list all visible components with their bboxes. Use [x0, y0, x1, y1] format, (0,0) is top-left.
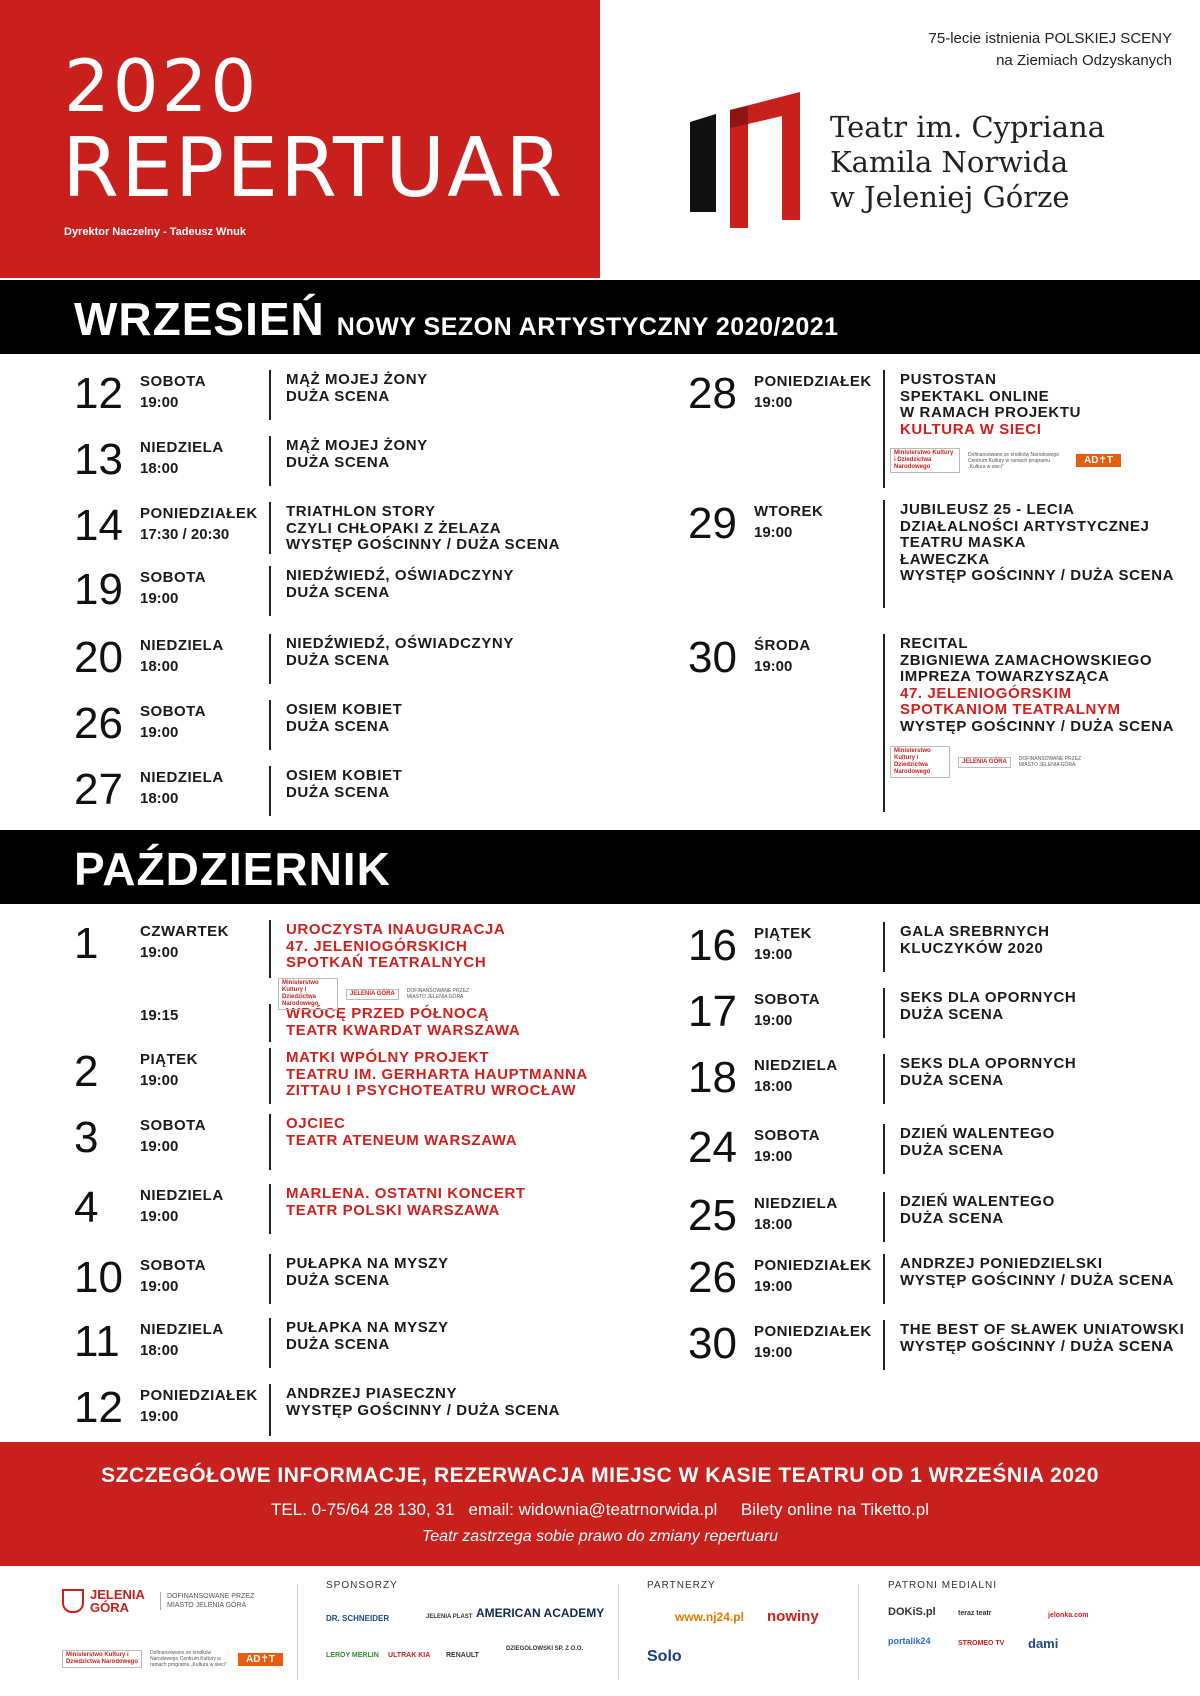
entry-time: 18:00: [140, 460, 179, 477]
funded-by-city: [160, 1592, 254, 1610]
entry-divider: [269, 436, 271, 486]
sponsor-logo: nowiny: [767, 1608, 819, 1625]
entry-weekday: SOBOTA: [140, 373, 207, 390]
schedule-entry: [74, 1184, 554, 1234]
entry-title-line: DUŻA SCENA: [286, 717, 390, 735]
schedule-entry: [74, 436, 554, 486]
entry-weekday: WTOREK: [754, 503, 824, 520]
schedule-entry: [74, 566, 554, 616]
entry-title: [900, 1056, 1076, 1089]
entry-time: 19:00: [140, 1138, 179, 1155]
entry-divider: [269, 502, 271, 554]
september-subtitle: NOWY SEZON ARTYSTYCZNY 2020/2021: [336, 313, 839, 341]
entry-title: [900, 1194, 1055, 1227]
entry-title: [286, 1386, 560, 1419]
entry-title: [900, 1256, 1174, 1289]
entry-title-line: ANDRZEJ PONIEDZIELSKI: [900, 1255, 1103, 1272]
sponsors-heading: SPONSORZY: [326, 1580, 398, 1591]
theatre-name-line-2: Kamila Norwida: [830, 145, 1069, 179]
entry-title-line: MĄŻ MOJEJ ŻONY: [286, 437, 428, 454]
sponsor-divider-1: [297, 1584, 298, 1680]
sponsor-mini-logos: [890, 448, 1121, 473]
sponsors-column: [326, 1580, 616, 1680]
sponsor-logo: RENAULT: [446, 1652, 479, 1659]
schedule-entry: [688, 1192, 1168, 1242]
entry-time: 19:00: [140, 1072, 179, 1089]
entry-weekday: SOBOTA: [754, 1127, 821, 1144]
entry-day: 2: [74, 1047, 99, 1096]
entry-title-line: ANDRZEJ PIASECZNY: [286, 1385, 458, 1402]
entry-title-line: TEATRU MASKA: [900, 534, 1027, 551]
entry-title: [286, 438, 428, 471]
entry-divider: [883, 500, 885, 608]
ministry-logos-row: [62, 1650, 283, 1668]
schedule-entry: [74, 370, 554, 420]
anniversary-line-1: 75-lecie istnienia POLSKIEJ SCENY: [928, 30, 1172, 47]
entry-weekday: PONIEDZIAŁEK: [754, 1257, 872, 1274]
entry-weekday: NIEDZIELA: [140, 439, 224, 456]
entry-weekday: PONIEDZIAŁEK: [754, 373, 872, 390]
entry-title-line: TEATR POLSKI WARSZAWA: [286, 1201, 500, 1219]
schedule-entry: [688, 633, 1175, 812]
entry-title: [286, 568, 514, 601]
schedule-entry: [688, 1253, 1175, 1304]
entry-weekday: SOBOTA: [140, 1257, 207, 1274]
entry-day: 19: [74, 565, 123, 614]
entry-divider: [269, 1048, 271, 1104]
jelenia-gora-logo-text: JELENIA GÓRA: [90, 1587, 145, 1615]
entry-divider: [269, 1004, 271, 1042]
jelenia-gora-logo: [62, 1588, 254, 1614]
entry-weekday: PONIEDZIAŁEK: [140, 1387, 258, 1404]
entry-day: 4: [74, 1183, 99, 1232]
entry-weekday: ŚRODA: [754, 637, 811, 654]
entry-time: 17:30 / 20:30: [140, 526, 230, 543]
entry-title: [900, 924, 1050, 957]
schedule-entry: [74, 1114, 554, 1170]
entry-title-line: TEATR KWARDAT WARSZAWA: [286, 1021, 521, 1039]
entry-divider: [269, 1318, 271, 1368]
jelenia-mini-logo: JELENIA GÓRA: [958, 757, 1011, 768]
september-band: [0, 280, 1200, 354]
entry-title: [900, 502, 1174, 585]
anniversary-line-2: na Ziemiach Odzyskanych: [996, 52, 1172, 69]
entry-title-line: UROCZYSTA INAUGURACJA: [286, 921, 506, 938]
schedule-entry: [688, 499, 1175, 608]
entry-divider: [883, 370, 885, 488]
schedule-entry: [74, 634, 554, 684]
entry-title: [286, 1006, 520, 1039]
footer-info: [0, 1442, 1200, 1566]
entry-time: 19:00: [140, 1208, 179, 1225]
entry-day: 13: [74, 435, 123, 484]
entry-title-line: CZYLI CHŁOPAKI Z ŻELAZA: [286, 519, 502, 537]
entry-weekday: PONIEDZIAŁEK: [754, 1323, 872, 1340]
entry-time: 19:00: [140, 944, 179, 961]
entry-title-line: WYSTĘP GOŚCINNY / DUŻA SCENA: [900, 567, 1175, 584]
entry-divider: [269, 1184, 271, 1234]
entry-title-line: ZBIGNIEWA ZAMACHOWSKIEGO: [900, 651, 1153, 669]
theatre-name-line-1: Teatr im. Cypriana: [830, 110, 1106, 144]
entry-time: 19:00: [140, 1278, 179, 1295]
entry-title-line: TRIATHLON STORY: [286, 503, 436, 520]
sponsors-section: [0, 1566, 1200, 1696]
ministry-mini-logo-2: Ministerstwo Kultury i Dziedzictwa Narodowego: [890, 746, 950, 778]
theatre-name-line-3: w Jeleniej Górze: [830, 180, 1070, 214]
entry-title-line: DZIEŃ WALENTEGO: [900, 1193, 1055, 1210]
schedule-entry: [74, 1047, 588, 1104]
entry-title-line: DUŻA SCENA: [286, 453, 390, 471]
entry-title-line: WYSTĘP GOŚCINNY / DUŻA SCENA: [900, 1337, 1175, 1355]
schedule-entry: [74, 1254, 554, 1304]
entry-title-line: MĄŻ MOJEJ ŻONY: [286, 371, 428, 388]
sponsor-mini-logos-3: [278, 978, 477, 1010]
entry-title-line: TEATR ATENEUM WARSZAWA: [286, 1131, 518, 1149]
entry-day: 30: [688, 1319, 737, 1368]
entry-divider: [883, 922, 885, 972]
entry-title-line: DUŻA SCENA: [286, 1335, 390, 1353]
entry-time: 19:00: [754, 946, 793, 963]
entry-title-line: W RAMACH PROJEKTU: [900, 404, 1082, 421]
entry-title-line: 47. JELENIOGÓRSKICH: [286, 937, 468, 955]
media-heading: PATRONI MEDIALNI: [888, 1580, 997, 1591]
entry-title-line: IMPREZA TOWARZYSZĄCA: [900, 668, 1110, 685]
entry-title-line: DUŻA SCENA: [286, 651, 390, 669]
entry-weekday: SOBOTA: [140, 1117, 207, 1134]
entry-time: 18:00: [754, 1216, 793, 1233]
entry-title: [286, 1320, 449, 1353]
entry-title: [900, 372, 1081, 438]
sponsor-logo: portalik24: [888, 1636, 931, 1646]
funded-city-mini-logo-2: DOFINANSOWANE PRZEZ MIASTO JELENIA GÓRA: [406, 988, 470, 1000]
entry-title-line: PUŁAPKA NA MYSZY: [286, 1319, 449, 1336]
schedule-entry: [74, 700, 554, 750]
entry-title: [900, 1126, 1055, 1159]
entry-title: [286, 922, 505, 972]
schedule-entry: [688, 1054, 1168, 1104]
partners-heading: PARTNERZY: [647, 1580, 716, 1591]
nck-logo: Dofinansowano ze środków Narodowego Centrum Kultury w ramach programu „Kultura w sieci”: [150, 1650, 227, 1668]
entry-divider: [269, 566, 271, 616]
entry-title-line: MARLENA. OSTATNI KONCERT: [286, 1185, 526, 1202]
entry-divider: [883, 1192, 885, 1242]
entry-day: 27: [74, 765, 123, 814]
entry-title: [286, 1116, 517, 1149]
entry-time: 19:00: [140, 724, 179, 741]
entry-time: 19:00: [140, 590, 179, 607]
entry-time: 18:00: [140, 658, 179, 675]
entry-title-line: NIEDŹWIEDŹ, OŚWIADCZYNY: [286, 567, 514, 584]
ministry-mini-logo: Ministerstwo Kultury i Dziedzictwa Narodowego: [890, 448, 960, 473]
entry-day: 12: [74, 369, 123, 418]
anniversary-text: [929, 28, 1172, 72]
entry-title-line: OSIEM KOBIET: [286, 767, 403, 784]
entry-title-line: WYSTĘP GOŚCINNY / DUŻA SCENA: [286, 1401, 561, 1419]
entry-title-line: PUŁAPKA NA MYSZY: [286, 1255, 449, 1272]
entry-title-line: DUŻA SCENA: [286, 387, 390, 405]
sponsor-logo: AMERICAN ACADEMY: [476, 1606, 605, 1620]
entry-title-line: ZITTAU I PSYCHOTEATRU WROCŁAW: [286, 1082, 577, 1099]
entry-weekday: NIEDZIELA: [754, 1195, 838, 1212]
entry-divider: [883, 1124, 885, 1174]
entry-title: [286, 1186, 526, 1219]
sponsor-mini-logos-2: [890, 746, 1089, 778]
entry-title-line: DUŻA SCENA: [900, 1071, 1004, 1089]
sponsor-logo: DR. SCHNEIDER: [326, 1614, 390, 1623]
entry-time: 19:00: [754, 658, 793, 675]
sponsor-logo: www.nj24.pl: [675, 1610, 744, 1624]
entry-weekday: NIEDZIELA: [140, 1321, 224, 1338]
entry-day: 26: [74, 699, 123, 748]
header-year: 2020: [64, 44, 260, 128]
entry-title-line: DUŻA SCENA: [286, 783, 390, 801]
entry-title-line: OSIEM KOBIET: [286, 701, 403, 718]
entry-title-line: OJCIEC: [286, 1115, 346, 1132]
entry-time: 18:00: [140, 790, 179, 807]
entry-title-line: SEKS DLA OPORNYCH: [900, 1055, 1077, 1072]
entry-time: 19:00: [140, 394, 179, 411]
entry-divider: [883, 1054, 885, 1104]
entry-time: 19:00: [754, 394, 793, 411]
entry-title-line: DUŻA SCENA: [286, 583, 390, 601]
ministry-logo: Ministerstwo Kultury i Dziedzictwa Narodowego: [62, 1650, 142, 1668]
september-title: [74, 294, 839, 352]
entry-divider: [269, 700, 271, 750]
theatre-name: [830, 110, 1105, 215]
entry-title-line: WRÓCĘ PRZED PÓŁNOCĄ: [286, 1005, 490, 1022]
entry-title: [286, 768, 402, 801]
schedule-entry: [74, 1383, 561, 1436]
schedule-entry: [688, 988, 1168, 1038]
header-director: Dyrektor Naczelny - Tadeusz Wnuk: [64, 226, 246, 238]
entry-title-line: ŁAWECZKA: [900, 550, 990, 568]
entry-day: 24: [688, 1123, 737, 1172]
entry-title-line: DZIAŁALNOŚCI ARTYSTYCZNEJ: [900, 517, 1150, 535]
sponsor-logo: dami: [1028, 1636, 1059, 1651]
entry-weekday: CZWARTEK: [140, 923, 229, 940]
entry-title-line: DUŻA SCENA: [900, 1209, 1004, 1227]
entry-title: [900, 1322, 1184, 1355]
entry-title: [286, 636, 514, 669]
entry-title-line: JUBILEUSZ 25 - LECIA: [900, 501, 1075, 518]
sponsor-logo: jelonka.com: [1048, 1612, 1089, 1619]
entry-divider: [883, 634, 885, 812]
entry-divider: [269, 370, 271, 420]
entry-day: 30: [688, 633, 737, 682]
header-title: REPERTUAR: [62, 121, 565, 216]
schedule-entry: [74, 501, 561, 554]
schedule-entry: [688, 1124, 1168, 1174]
entry-divider: [883, 1320, 885, 1370]
sponsor-logo: ULTRAK KIA: [388, 1652, 431, 1659]
funded-header: DOFINANSOWANE PRZEZ: [167, 1593, 255, 1600]
city-crest-icon: [62, 1589, 84, 1613]
entry-day: 14: [74, 501, 123, 550]
entry-time: 19:00: [754, 1148, 793, 1165]
entry-time: 19:00: [140, 1408, 179, 1425]
entry-weekday: PIĄTEK: [754, 925, 813, 942]
funding-column: [62, 1580, 292, 1680]
september-month: WRZESIEŃ: [74, 293, 325, 345]
schedule-entry: [688, 922, 1168, 972]
entry-weekday: SOBOTA: [140, 703, 207, 720]
entry-day: 28: [688, 369, 737, 418]
october-band: [0, 830, 1200, 904]
entry-title: [286, 702, 402, 735]
ministry-mini-logo-3: Ministerstwo Kultury i Dziedzictwa Narodowego: [278, 978, 338, 1010]
entry-day: 20: [74, 633, 123, 682]
entry-weekday: SOBOTA: [754, 991, 821, 1008]
schedule-entry: [74, 1318, 554, 1368]
entry-day: 3: [74, 1113, 99, 1162]
sponsor-logo: teraz teatr: [958, 1610, 992, 1617]
entry-title: [900, 990, 1076, 1023]
entry-time: 18:00: [140, 1342, 179, 1359]
adit-logo: AD✝T: [238, 1653, 283, 1666]
entry-day: 16: [688, 921, 737, 970]
entry-title-line: GALA SREBRNYCH: [900, 923, 1050, 940]
entry-day: 12: [74, 1383, 123, 1432]
entry-title-line: PUSTOSTAN: [900, 371, 997, 388]
entry-time: 19:00: [754, 524, 793, 541]
entry-day: 18: [688, 1053, 737, 1102]
sponsor-logo: LEROY MERLIN: [326, 1652, 379, 1659]
entry-divider: [269, 920, 271, 978]
entry-title-line: MATKI WPÓLNY PROJEKT: [286, 1049, 490, 1066]
entry-weekday: NIEDZIELA: [754, 1057, 838, 1074]
entry-day: 10: [74, 1253, 123, 1302]
sponsor-divider-3: [858, 1584, 859, 1680]
entry-title-line: WYSTĘP GOŚCINNY / DUŻA SCENA: [900, 1271, 1175, 1289]
entry-title: [900, 636, 1174, 735]
entry-divider: [269, 766, 271, 816]
schedule-entry: [74, 766, 554, 816]
entry-title-line: DUŻA SCENA: [286, 1271, 390, 1289]
entry-title-line: NIEDŹWIEDŹ, OŚWIADCZYNY: [286, 635, 514, 652]
sponsor-logo: Solo: [647, 1648, 682, 1665]
entry-title-line: RECITAL: [900, 635, 969, 652]
entry-divider: [269, 634, 271, 684]
entry-time: 18:00: [754, 1078, 793, 1095]
sponsor-logo: DOKiS.pl: [888, 1606, 936, 1618]
entry-weekday: SOBOTA: [140, 569, 207, 586]
entry-title-line: THE BEST OF SŁAWEK UNIATOWSKI: [900, 1321, 1185, 1338]
entry-title-line: SPEKTAKL ONLINE: [900, 387, 1050, 405]
media-column: [888, 1580, 1178, 1680]
entry-time: 19:15: [140, 1007, 179, 1024]
entry-day: 11: [74, 1317, 120, 1366]
entry-weekday: NIEDZIELA: [140, 1187, 224, 1204]
entry-title-line: KULTURA W SIECI: [900, 420, 1042, 438]
entry-title-line: WYSTĘP GOŚCINNY / DUŻA SCENA: [286, 536, 561, 553]
funded-city: MIASTO JELENIA GÓRA: [167, 1602, 247, 1609]
entry-title: [286, 504, 560, 554]
entry-title-line: DUŻA SCENA: [900, 1005, 1004, 1023]
entry-weekday: NIEDZIELA: [140, 637, 224, 654]
entry-day: 1: [74, 919, 99, 968]
entry-title-line: TEATRU IM. GERHARTA HAUPTMANNA: [286, 1065, 588, 1083]
entry-time: 19:00: [754, 1344, 793, 1361]
sponsor-logo: STROMEO TV: [958, 1640, 1005, 1647]
entry-day: 25: [688, 1191, 737, 1240]
entry-title-line: DUŻA SCENA: [900, 1141, 1004, 1159]
theatre-logo-icon: [690, 92, 800, 228]
entry-divider: [883, 1254, 885, 1304]
nck-mini-logo: Dofinansowano ze środków Narodowego Centrum Kultury w ramach programu „Kultura w sieci”: [968, 451, 1059, 470]
entry-title-line: SEKS DLA OPORNYCH: [900, 989, 1077, 1006]
entry-title: [286, 1050, 588, 1100]
october-title: PAŹDZIERNIK: [74, 843, 391, 895]
entry-day: 29: [688, 499, 737, 548]
entry-divider: [883, 988, 885, 1038]
entry-divider: [269, 1114, 271, 1170]
entry-time: 19:00: [754, 1012, 793, 1029]
schedule-entry: [74, 920, 554, 978]
footer-contact: TEL. 0-75/64 28 130, 31 email: widownia@teatrnorwida.pl Bilety online na Tiketto.pl: [271, 1500, 929, 1519]
funded-city-mini-logo: DOFINANSOWANE PRZEZ MIASTO JELENIA GÓRA: [1018, 756, 1082, 768]
footer-line-1: SZCZEGÓŁOWE INFORMACJE, REZERWACJA MIEJSC W KASIE TEATRU OD 1 WRZEŚNIA 2020: [101, 1464, 1099, 1487]
entry-title-line: SPOTKAŃ TEATRALNYCH: [286, 954, 487, 971]
sponsor-logo: JELENIA PLAST: [426, 1614, 473, 1620]
entry-title-line: KLUCZYKÓW 2020: [900, 939, 1044, 957]
adit-mini-logo: AD✝T: [1076, 454, 1121, 467]
entry-divider: [269, 1254, 271, 1304]
entry-title-line: DZIEŃ WALENTEGO: [900, 1125, 1055, 1142]
header-red-block: [0, 0, 600, 278]
schedule-entry: [688, 1319, 1185, 1370]
entry-title: [286, 372, 428, 405]
entry-day: 26: [688, 1253, 737, 1302]
entry-weekday: PONIEDZIAŁEK: [140, 505, 258, 522]
entry-weekday: PIĄTEK: [140, 1051, 199, 1068]
sponsor-logo: DZIEGOLOWSKI SP. Z O.O.: [506, 1646, 584, 1652]
sponsor-divider-2: [618, 1584, 619, 1680]
entry-title-line: WYSTĘP GOŚCINNY / DUŻA SCENA: [900, 717, 1175, 735]
entry-day: 17: [688, 987, 737, 1036]
footer-disclaimer: Teatr zastrzega sobie prawo do zmiany repertuaru: [421, 1528, 779, 1545]
jelenia-mini-logo-2: JELENIA GÓRA: [346, 989, 399, 1000]
entry-weekday: NIEDZIELA: [140, 769, 224, 786]
partners-column: [647, 1580, 847, 1680]
entry-divider: [269, 1384, 271, 1436]
entry-title-line: 47. JELENIOGÓRSKIM: [900, 684, 1072, 702]
entry-time: 19:00: [754, 1278, 793, 1295]
entry-title-line: SPOTKANIOM TEATRALNYM: [900, 701, 1121, 718]
entry-title: [286, 1256, 449, 1289]
